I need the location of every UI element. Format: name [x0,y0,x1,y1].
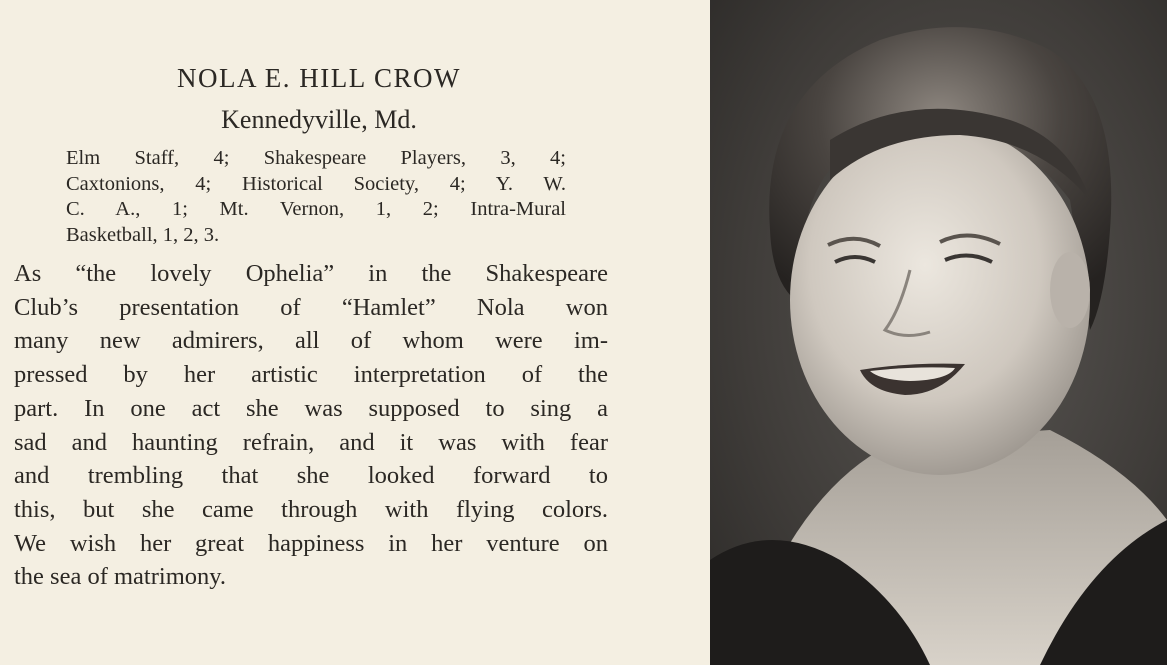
student-name: NOLA E. HILL CROW [177,63,461,93]
biography-paragraph [14,257,608,594]
student-hometown: Kennedyville, Md. [221,105,417,134]
activities-list [66,146,566,248]
portrait-illustration [710,0,1167,665]
face [790,125,1090,475]
student-portrait-photo [710,0,1167,665]
biography-line: the sea of matrimony. [14,563,227,591]
biography-line: As “the lovely Ophelia” in the Shakespeare [14,260,608,287]
activities-line: C. A., 1; Mt. Vernon, 1, 2; Intra-Mural [66,198,566,220]
biography-line: this, but she came through with flying colors. [14,495,608,523]
activities-line: Elm Staff, 4; Shakespeare Players, 3, 4; [66,147,566,169]
activities-line: Basketball, 1, 2, 3. [66,223,220,246]
biography-line: part. In one act she was supposed to sing a [14,394,608,422]
biography-line: many new admirers, all of whom were im- [14,327,608,355]
biography-line: sad and haunting refrain, and it was with fear [14,428,608,456]
biography-line: and trembling that she looked forward to [14,462,608,490]
activities-line: Caxtonions, 4; Historical Society, 4; Y. W. [66,172,566,195]
biography-line: Club’s presentation of “Hamlet” Nola won [14,293,608,321]
biography-line: pressed by her artistic interpretation of the [14,361,608,389]
biography-line: We wish her great happiness in her venture on [14,529,608,557]
right-ear [1050,252,1090,328]
